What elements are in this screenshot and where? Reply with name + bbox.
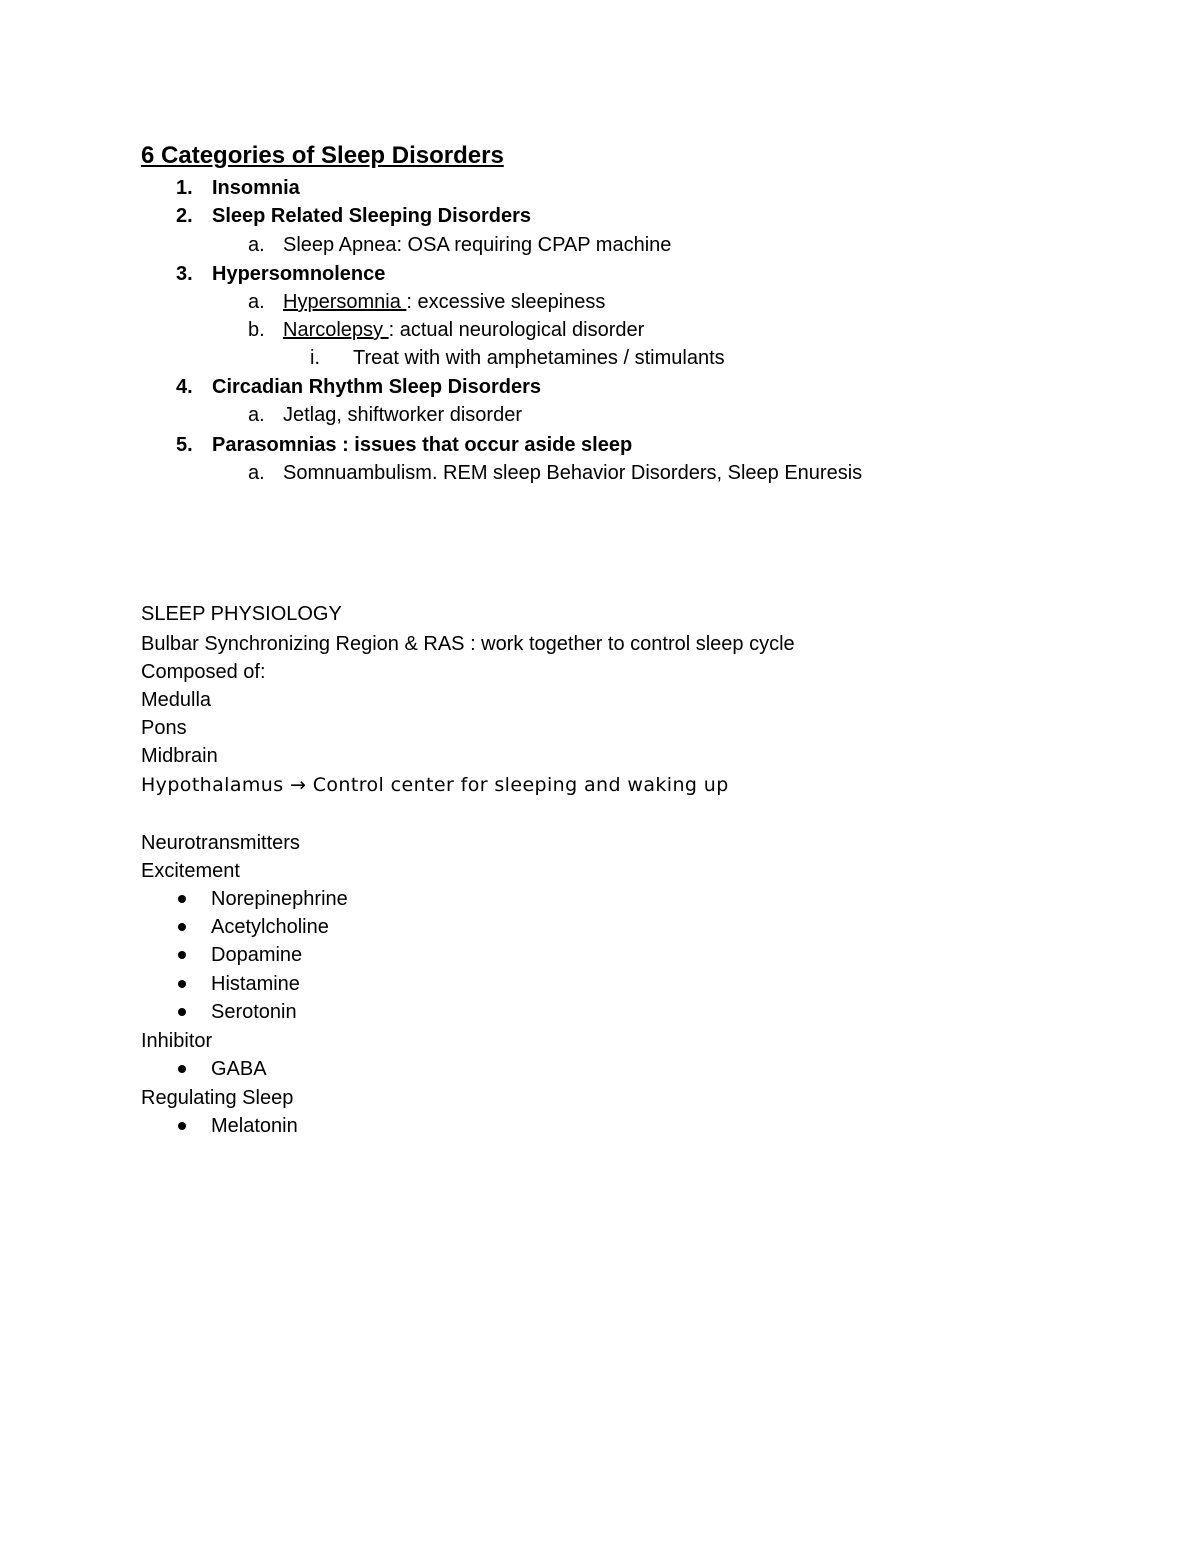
term-hypersomnia: Hypersomnia <box>283 291 407 313</box>
list-item: Norepinephrine <box>211 888 348 910</box>
list-letter: b. <box>248 319 265 341</box>
term-definition: : actual neurological disorder <box>388 319 645 341</box>
category-label: Parasomnias : issues that occur aside sleep <box>212 434 633 456</box>
list-letter: a. <box>248 462 265 484</box>
term-narcolepsy: Narcolepsy <box>283 319 389 341</box>
group-label: Inhibitor <box>141 1030 213 1052</box>
brain-part: Medulla <box>141 689 212 711</box>
list-number: 2. <box>176 205 193 227</box>
list-roman: i. <box>310 347 320 369</box>
sub-sub-item-text: Treat with with amphetamines / stimulants <box>353 347 725 369</box>
list-number: 1. <box>176 177 193 199</box>
bullet-icon <box>178 1122 186 1130</box>
bullet-icon <box>178 1008 186 1016</box>
category-label: Hypersomnolence <box>212 263 386 285</box>
category-label: Sleep Related Sleeping Disorders <box>212 205 531 227</box>
list-item: Dopamine <box>211 944 303 966</box>
section-heading: Neurotransmitters <box>141 832 300 854</box>
list-letter: a. <box>248 404 265 426</box>
bullet-icon <box>178 980 186 988</box>
section-heading: SLEEP PHYSIOLOGY <box>141 603 342 625</box>
list-item: GABA <box>211 1058 267 1080</box>
list-item: Acetylcholine <box>211 916 329 938</box>
bullet-icon <box>178 1065 186 1073</box>
list-number: 5. <box>176 434 193 456</box>
bullet-icon <box>178 923 186 931</box>
list-letter: a. <box>248 291 265 313</box>
list-number: 3. <box>176 263 193 285</box>
brain-part: Midbrain <box>141 745 218 767</box>
sub-item-text: Somnuambulism. REM sleep Behavior Disorders, Sleep Enuresis <box>283 462 863 484</box>
sub-item-text: Sleep Apnea: OSA requiring CPAP machine <box>283 234 672 256</box>
term-definition: : excessive sleepiness <box>406 291 606 313</box>
sub-item-text: Jetlag, shiftworker disorder <box>283 404 522 426</box>
page-title: 6 Categories of Sleep Disorders <box>141 142 504 169</box>
list-number: 4. <box>176 376 193 398</box>
sub-item <box>283 290 605 314</box>
list-item: Serotonin <box>211 1001 297 1023</box>
list-item: Melatonin <box>211 1115 298 1137</box>
bullet-icon <box>178 895 186 903</box>
group-label: Regulating Sleep <box>141 1087 294 1109</box>
paragraph-line: Bulbar Synchronizing Region & RAS : work together to control sleep cycle <box>141 633 795 655</box>
category-label: Insomnia <box>212 177 300 199</box>
paragraph-line: Composed of: <box>141 661 266 683</box>
list-item: Histamine <box>211 973 300 995</box>
sub-item <box>283 318 644 342</box>
bullet-icon <box>178 951 186 959</box>
list-letter: a. <box>248 234 265 256</box>
brain-part: Pons <box>141 717 187 739</box>
category-label: Circadian Rhythm Sleep Disorders <box>212 376 541 398</box>
hypothalamus-line: Hypothalamus → Control center for sleeping and waking up <box>141 774 729 796</box>
group-label: Excitement <box>141 860 240 882</box>
